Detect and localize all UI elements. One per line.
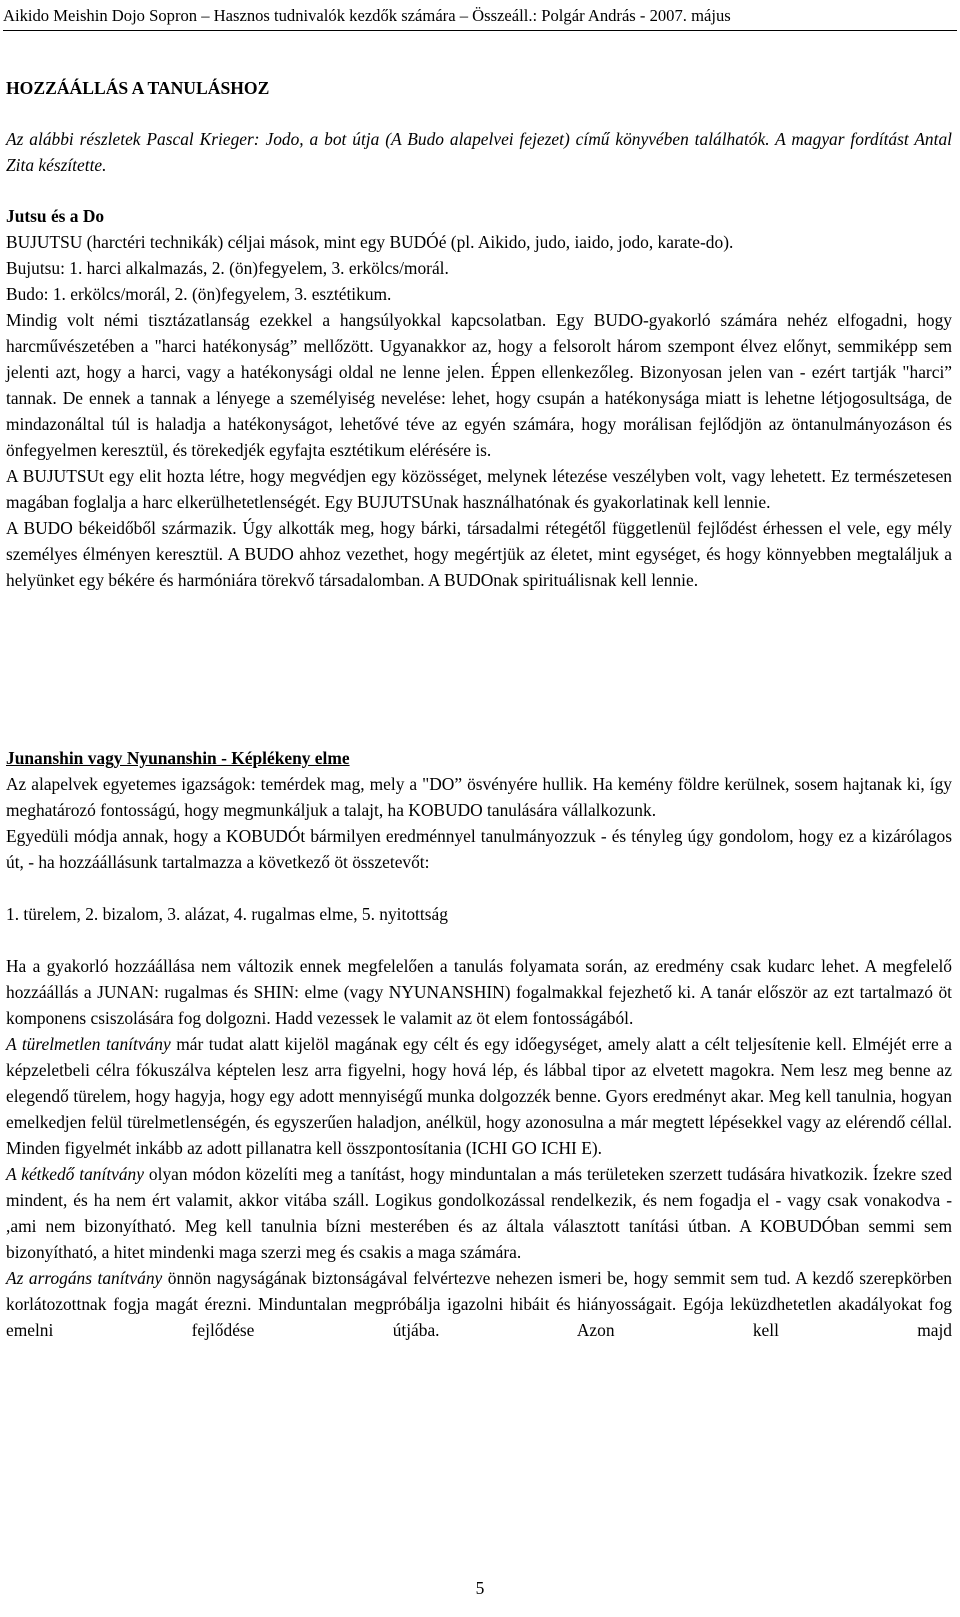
paragraph: Egyedüli módja annak, hogy a KOBUDÓt bármilyen eredménnyel tanulmányozzuk - és tényleg úgy gondolom, hogy ez a kizárólagos út, - ha hozzáállásunk tartalmazza a következő öt összetevőt: bbox=[6, 826, 952, 872]
intro-block bbox=[6, 126, 952, 178]
intro-paragraph: Az alábbi részletek Pascal Krieger: Jodo, a bot útja (A Budo alapelvei fejezet) című könyvében találhatók. A magyar fordítást Antal Zita készítette. bbox=[6, 129, 952, 175]
student-text: olyan módon közelíti meg a tanítást, hogy minduntalan a más területeken szerzett tudására hivatkozik. Ízekre szed mindent, és ha nem ért valamit, akkor vitába száll. Logikus gondolkozással rendelkezik, és nem fogadja el - vagy csak vonakodva - ,ami nem bizonyítható. Meg kell tanulnia bízni mesterében és az általa választott tanítási útban. A KOBUDÓban semmi sem bizonyítható, a hitet mindenki maga szerzi meg és csakis a maga számára. bbox=[6, 1164, 952, 1262]
paragraph: Budo: 1. erkölcs/morál, 2. (ön)fegyelem, 3. esztétikum. bbox=[6, 284, 392, 304]
paragraph: BUJUTSU (harctéri technikák) céljai mások, mint egy BUDÓé (pl. Aikido, judo, iaido, jodo, karate-do). bbox=[6, 232, 734, 252]
student-paragraph bbox=[6, 1161, 952, 1265]
section-junanshin bbox=[6, 745, 952, 1343]
paragraph: Az alapelvek egyetemes igazságok: temérdek mag, mely a "DO” ösvényére hullik. Ha kemény földre kerülnek, sosem hajtanak ki, így meghatározó fontosságú, hogy megmunkáljuk a talajt, ha KOBUDO tanulására vállalkozunk. bbox=[6, 774, 952, 820]
student-label: Az arrogáns tanítvány bbox=[6, 1268, 163, 1288]
section-jutsu bbox=[6, 203, 952, 593]
paragraph: A BUJUTSUt egy elit hozta létre, hogy megvédjen egy közösséget, melynek létezése veszélyben volt, vagy lehetett. Ez természetesen magában foglalja a harc elkerülhetetlenségét. Egy BUJUTSUnak használhatónak és gyakorlatinak kell lennie. bbox=[6, 466, 952, 512]
paragraph: Bujutsu: 1. harci alkalmazás, 2. (ön)fegyelem, 3. erkölcs/morál. bbox=[6, 258, 449, 278]
paragraph: Mindig volt némi tisztázatlanság ezekkel a hangsúlyokkal kapcsolatban. Egy BUDO-gyakorló számára nehéz elfogadni, hogy harcművészetében a "harci hatékonyság” mellőzött. Ugyanakkor az, hogy a felsorolt három szempont élvez előnyt, semmiképp sem jelenti azt, hogy a harci, vagy a hatékonysági oldal ne lenne jelen. Éppen ellenkezőleg. Bizonyosan jelen van - ezért tartják "harci” tannak. De ennek a tannak a lényege a személyiség nevelése: lehet, hogy csupán a hatékonysága miatt is lehetne létjogosultsága, de mindazonáltal túl is haladja a hatékonyságot, lehetővé téve az egyén számára, hogy morálisan fejlődjön az öntanulmányozáson és önfegyelmen keresztül, és törekedjék egyfajta esztétikum elérésére is. bbox=[6, 310, 952, 460]
page-number: 5 bbox=[475, 1578, 485, 1598]
student-label: A türelmetlen tanítvány bbox=[6, 1034, 171, 1054]
student-text: önnön nagyságának biztonságával felvértezve nehezen ismeri be, hogy semmit sem tud. A kezdő szerepkörben korlátozottnak fogja magát érezni. Minduntalan megpróbálja igazolni hibáit és hiányosságait. Egója leküzdhetetlen akadályokat fog emelni fejlődése útjába. Azon kell majd bbox=[6, 1268, 952, 1340]
running-header: Aikido Meishin Dojo Sopron – Hasznos tudnivalók kezdők számára – Összeáll.: Polgár András - 2007. május bbox=[3, 4, 957, 31]
student-paragraph bbox=[6, 1031, 952, 1161]
page-title: HOZZÁÁLLÁS A TANULÁSHOZ bbox=[6, 78, 270, 98]
student-text: már tudat alatt kijelöl magának egy célt és egy időegységet, amely alatt a célt teljesítenie kell. Elméjét erre a képzeletbeli célra fókuszálva képtelen lesz arra figyelni, hogy hová lép, és lábbal tipor az elvetett magokra. Nem lesz meg benne az elegendő türelem, hogy hagyja, hogy egy adott mennyiségű munka dolgozzék benne. Gyors eredményt akar. Meg kell tanulnia, hogyan emelkedjen felül türelmetlenségén, és egyszerűen haladjon, anélkül, hogy azonosulna a már megtett lépésekkel vagy az elérendő céllal. Minden figyelmét inkább az adott pillanatra kell összpontosítania (ICHI GO ICHI E). bbox=[6, 1034, 952, 1158]
student-label: A kétkedő tanítvány bbox=[6, 1164, 144, 1184]
student-paragraph bbox=[6, 1265, 952, 1343]
section-heading: Jutsu és a Do bbox=[6, 206, 105, 226]
paragraph: A BUDO békeidőből származik. Úgy alkották meg, hogy bárki, társadalmi rétegétől függetlenül fejlődést érhessen el vele, egy mély személyes élményen keresztül. A BUDO ahhoz vezethet, hogy megértjük az életet, mint egységet, és hogy könnyebben megtaláljuk a helyünket egy békére és harmóniára törekvő társadalomban. A BUDOnak spirituálisnak kell lennie. bbox=[6, 518, 952, 590]
qualities-list: 1. türelem, 2. bizalom, 3. alázat, 4. rugalmas elme, 5. nyitottság bbox=[6, 904, 448, 924]
section-heading: Junanshin vagy Nyunanshin - Képlékeny elme bbox=[6, 748, 350, 768]
paragraph: Ha a gyakorló hozzáállása nem változik ennek megfelelően a tanulás folyamata során, az eredmény csak kudarc lehet. A megfelelő hozzáállás a JUNAN: rugalmas és SHIN: elme (vagy NYUNANSHIN) fogalmakkal fejezhető ki. A tanár először az ezt tartalmazó öt komponens csiszolására fog dolgozni. Hadd vezessek le valamit az öt elem fontosságából. bbox=[6, 956, 952, 1028]
